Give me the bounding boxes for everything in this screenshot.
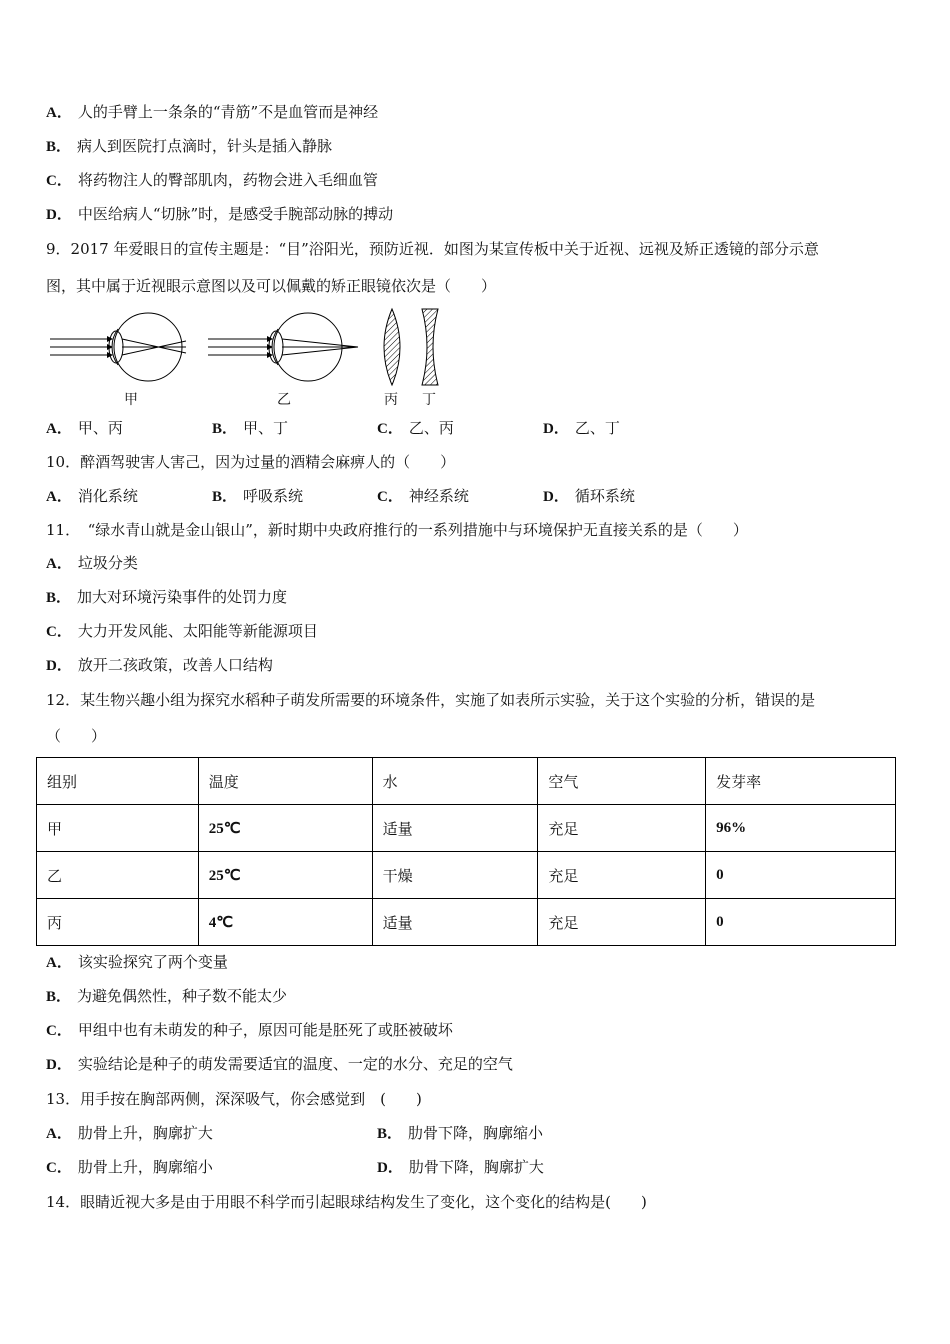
- table-cell: 乙: [37, 852, 199, 899]
- option-label: C．: [46, 1160, 72, 1176]
- q12-stem-line1: 12．某生物兴趣小组为探究水稻种子萌发所需要的环境条件，实施了如表所示实验，关于这个实验的分析，错误的是: [46, 691, 816, 709]
- option-label: B．: [46, 989, 72, 1005]
- q10-option-b: [212, 486, 303, 507]
- q11-option-b: [46, 587, 287, 608]
- option-label: A．: [46, 556, 72, 572]
- q12-option-d: [46, 1054, 513, 1075]
- option-text: 甲、丁: [243, 419, 289, 437]
- option-text: 该实验探究了两个变量: [77, 953, 228, 971]
- figure-label-bing: 丙: [384, 392, 398, 408]
- option-text: 人的手臂上一条条的“青筋”不是血管而是神经: [77, 103, 379, 121]
- table-header-cell: 组别: [37, 758, 199, 805]
- q12-option-a: [46, 952, 228, 973]
- q9-option-d: [543, 418, 620, 439]
- q13-option-b: [377, 1123, 543, 1144]
- option-label: D．: [46, 207, 72, 223]
- option-text: 甲、丙: [77, 419, 123, 437]
- q11-option-a: [46, 553, 138, 574]
- table-header-cell: 空气: [538, 758, 706, 805]
- table-header-cell: 发芽率: [706, 758, 896, 805]
- option-text: 加大对环境污染事件的处罚力度: [77, 588, 288, 606]
- option-label: D．: [46, 1057, 72, 1073]
- q10-stem: 10．醉酒驾驶害人害己，因为过量的酒精会麻痹人的（ ）: [46, 453, 456, 471]
- q13-option-d: [377, 1157, 544, 1178]
- option-text: 中医给病人“切脉”时，是感受手腕部动脉的搏动: [77, 205, 394, 223]
- option-label: B．: [377, 1126, 403, 1142]
- option-text: 病人到医院打点滴时，针头是插入静脉: [77, 137, 333, 155]
- option-text: 神经系统: [408, 487, 469, 505]
- table-cell: 0: [706, 852, 896, 899]
- q11-stem: 11． “绿水青山就是金山银山”，新时期中央政府推行的一系列措施中与环境保护无直接关系的是（ ）: [46, 521, 748, 539]
- option-label: D．: [377, 1160, 403, 1176]
- q13-stem: 13．用手按在胸部两侧，深深吸气，你会感觉到 ( ): [46, 1090, 422, 1108]
- experiment-table: [36, 757, 896, 946]
- table-cell: 25℃: [198, 852, 372, 899]
- option-label: D．: [543, 421, 569, 437]
- table-cell: 25℃: [198, 805, 372, 852]
- figure-label-jia: 甲: [124, 392, 138, 408]
- table-header-cell: 温度: [198, 758, 372, 805]
- q13-option-c: [46, 1157, 213, 1178]
- option-text: 将药物注人的臀部肌肉，药物会进入毛细血管: [77, 171, 378, 189]
- table-cell: 适量: [372, 899, 538, 946]
- option-label: C．: [46, 173, 72, 189]
- option-text: 肋骨下降，胸廓扩大: [408, 1158, 544, 1176]
- q9-option-a: [46, 418, 123, 439]
- option-label: D．: [46, 658, 72, 674]
- option-label: D．: [543, 489, 569, 505]
- option-text: 乙、丙: [408, 419, 454, 437]
- option-text: 甲组中也有未萌发的种子，原因可能是胚死了或胚被破坏: [77, 1021, 453, 1039]
- option-text: 肋骨上升，胸廓缩小: [77, 1158, 213, 1176]
- table-cell: 干燥: [372, 852, 538, 899]
- eye-yi-icon: [208, 313, 358, 381]
- option-text: 实验结论是种子的萌发需要适宜的温度、一定的水分、充足的空气: [77, 1055, 513, 1073]
- convex-lens-icon: [384, 309, 400, 385]
- figure-label-yi: 乙: [277, 392, 291, 408]
- eye-lens-diagram: [46, 305, 466, 405]
- option-label: A．: [46, 105, 72, 121]
- eye-jia-icon: [50, 313, 186, 381]
- table-cell: 充足: [538, 899, 706, 946]
- option-label: B．: [46, 139, 72, 155]
- option-text: 放开二孩政策，改善人口结构: [77, 656, 273, 674]
- q11-option-d: [46, 655, 273, 676]
- option-text: 垃圾分类: [77, 554, 138, 572]
- q13-option-a: [46, 1123, 213, 1144]
- option-label: C．: [46, 624, 72, 640]
- q10-option-c: [377, 486, 469, 507]
- option-text: 消化系统: [77, 487, 138, 505]
- option-text: 循环系统: [574, 487, 635, 505]
- table-cell: 丙: [37, 899, 199, 946]
- option-label: C．: [377, 489, 403, 505]
- option-text: 肋骨下降，胸廓缩小: [408, 1124, 544, 1142]
- option-label: A．: [46, 489, 72, 505]
- table-cell: 适量: [372, 805, 538, 852]
- q9-stem-line2: 图，其中属于近视眼示意图以及可以佩戴的矫正眼镜依次是（ ）: [46, 277, 497, 295]
- option-label: B．: [212, 421, 238, 437]
- table-header-cell: 水: [372, 758, 538, 805]
- q9-option-c: [377, 418, 454, 439]
- q14-stem: 14．眼睛近视大多是由于用眼不科学而引起眼球结构发生了变化，这个变化的结构是( ): [46, 1193, 647, 1211]
- table-header-row: [37, 758, 896, 805]
- option-text: 肋骨上升，胸廓扩大: [77, 1124, 213, 1142]
- table-row: [37, 852, 896, 899]
- q10-option-a: [46, 486, 138, 507]
- table-row: [37, 899, 896, 946]
- table-cell: 4℃: [198, 899, 372, 946]
- q12-stem-line2: （ ）: [46, 727, 107, 745]
- option-text: 为避免偶然性，种子数不能太少: [77, 987, 288, 1005]
- option-text: 乙、丁: [574, 419, 620, 437]
- option-label: A．: [46, 955, 72, 971]
- option-text: 大力开发风能、太阳能等新能源项目: [77, 622, 318, 640]
- table-cell: 0: [706, 899, 896, 946]
- eye-lens-figure: [46, 305, 466, 409]
- q8-option-c: [46, 170, 378, 191]
- option-label: C．: [46, 1023, 72, 1039]
- figure-label-ding: 丁: [422, 392, 436, 408]
- option-label: C．: [377, 421, 403, 437]
- option-label: A．: [46, 421, 72, 437]
- concave-lens-icon: [422, 309, 438, 385]
- q12-option-b: [46, 986, 287, 1007]
- q11-option-c: [46, 621, 318, 642]
- q8-option-a: [46, 102, 378, 123]
- option-label: B．: [212, 489, 238, 505]
- option-label: A．: [46, 1126, 72, 1142]
- q9-stem-line1: 9．2017 年爱眼日的宣传主题是：“目”浴阳光，预防近视．如图为某宣传板中关于近视、远视及矫正透镜的部分示意: [46, 240, 819, 258]
- table-cell: 充足: [538, 805, 706, 852]
- q8-option-d: [46, 204, 393, 225]
- q10-option-d: [543, 486, 635, 507]
- table-cell: 96%: [706, 805, 896, 852]
- table-cell: 甲: [37, 805, 199, 852]
- table-row: [37, 805, 896, 852]
- q9-option-b: [212, 418, 288, 439]
- q8-option-b: [46, 136, 332, 157]
- option-text: 呼吸系统: [243, 487, 304, 505]
- q12-option-c: [46, 1020, 453, 1041]
- table-cell: 充足: [538, 852, 706, 899]
- option-label: B．: [46, 590, 72, 606]
